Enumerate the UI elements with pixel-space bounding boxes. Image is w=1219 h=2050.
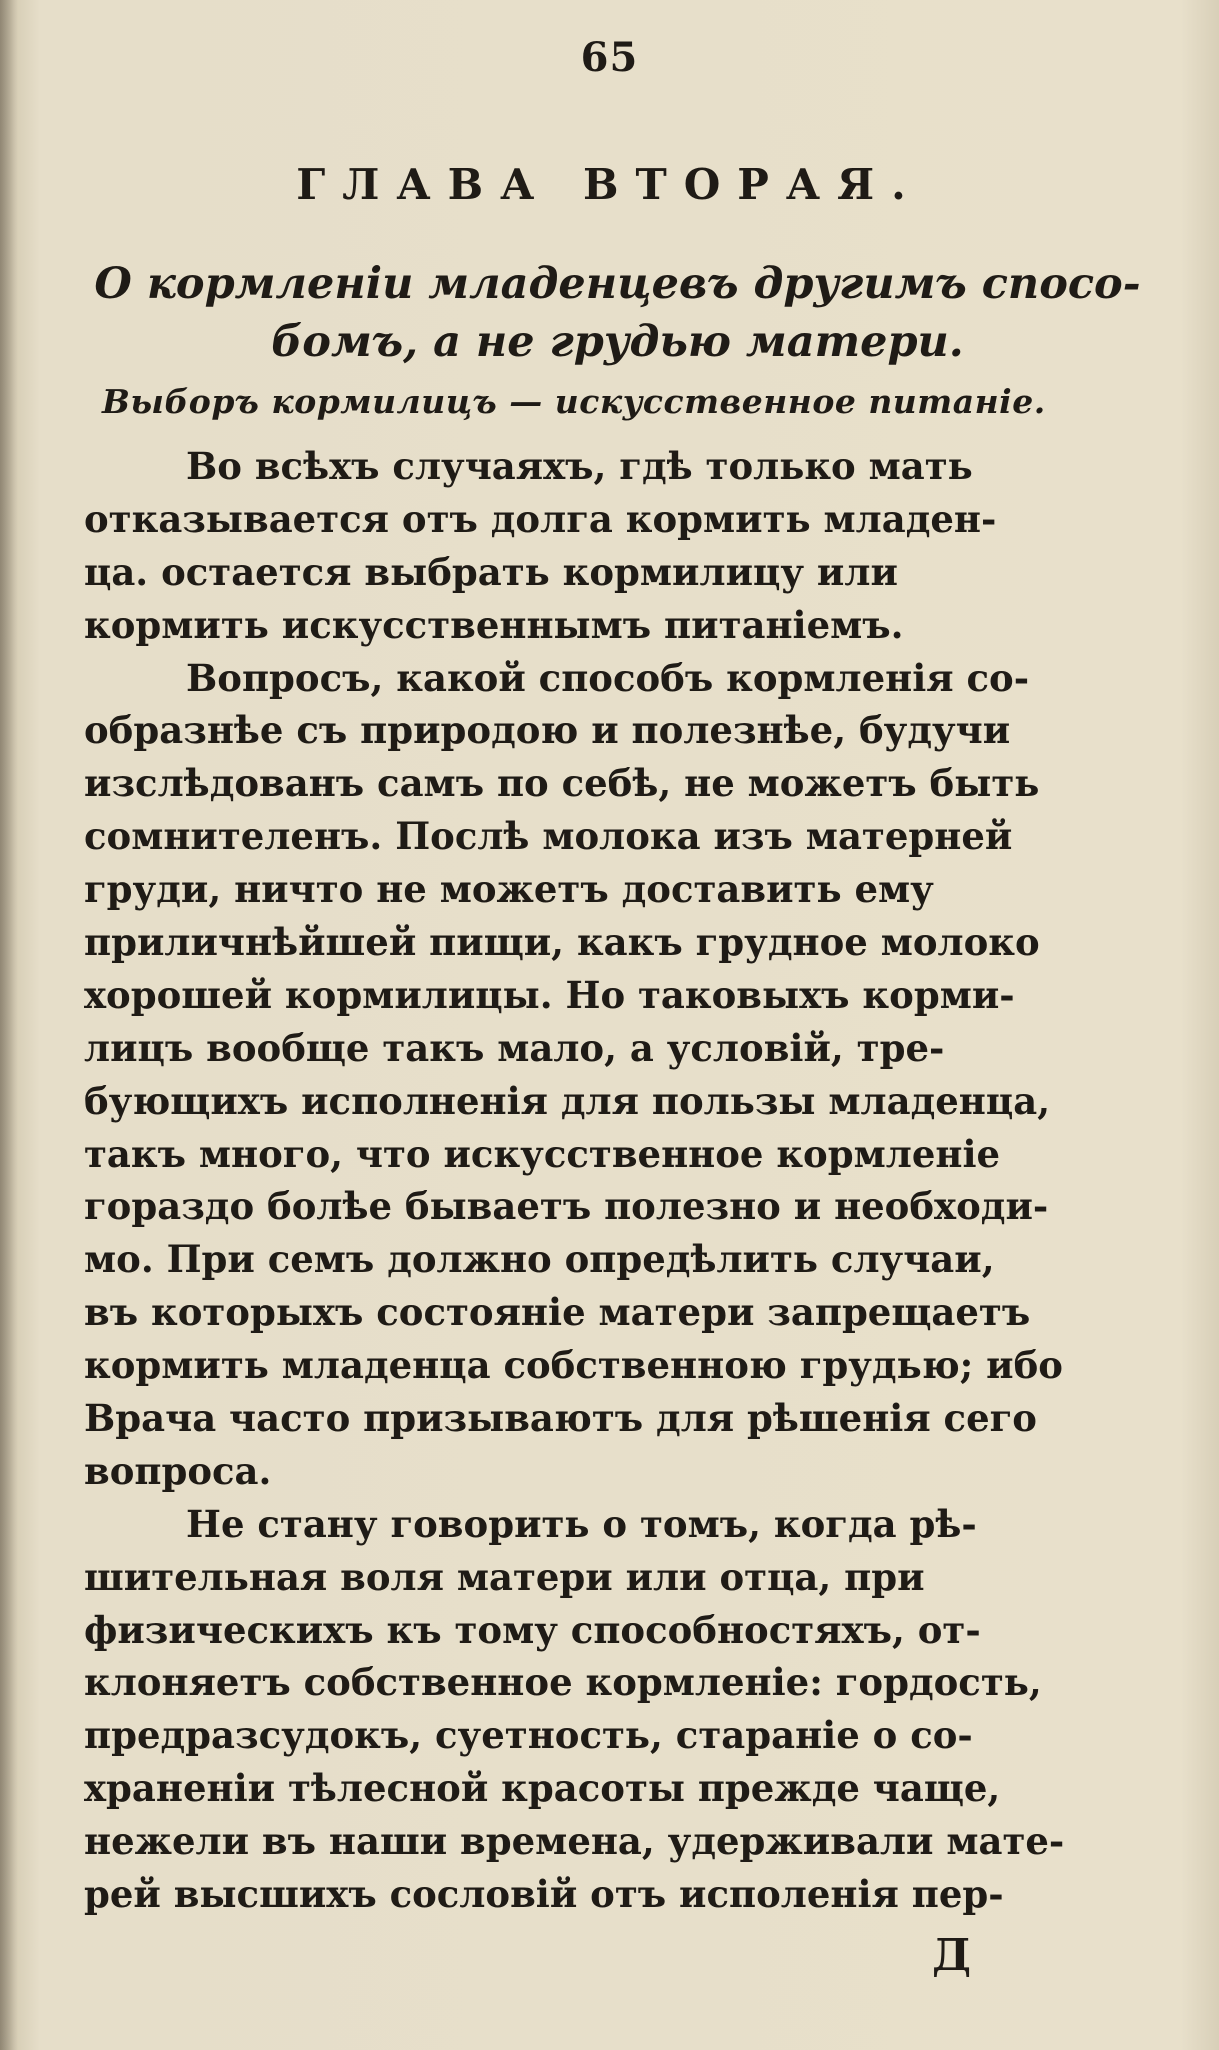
text-line: шительная воля матери или отца, при <box>84 1554 925 1599</box>
text-line: отказывается отъ долга кормить младен- <box>84 496 997 541</box>
text-line: такъ много, что искусственное кормленіе <box>84 1131 1001 1176</box>
subtitle-line: бомъ, а не грудью матери. <box>271 317 964 367</box>
text-line: Не стану говорить о томъ, когда рѣ- <box>186 1501 977 1546</box>
text-line: кормить искусственнымъ питаніемъ. <box>84 602 904 647</box>
text-line: кормить младенца собственною грудью; ибо <box>84 1343 1063 1388</box>
text-line: изслѣдованъ самъ по себѣ, не можетъ быть <box>84 761 1040 806</box>
text-line: Врача часто призываютъ для рѣшенія сего <box>84 1396 1037 1441</box>
text-line: вопроса. <box>84 1448 272 1493</box>
chapter-subtitle <box>80 255 1155 371</box>
text-line: приличнѣйшей пищи, какъ грудное молоко <box>84 920 1040 965</box>
text-line: храненіи тѣлесной красоты прежде чаще, <box>84 1766 1001 1811</box>
text-line: въ которыхъ состояніе матери запрещаетъ <box>84 1290 1031 1335</box>
binding-shadow <box>0 0 18 2050</box>
signature-mark: Д <box>932 1930 972 1981</box>
text-line: образнѣе съ природою и полезнѣе, будучи <box>84 708 1011 753</box>
text-line: груди, ничто не можетъ доставить ему <box>84 867 934 912</box>
chapter-title: ГЛАВА ВТОРАЯ. <box>296 160 923 209</box>
text-line: Вопросъ, какой способъ кормленія со- <box>186 655 1030 700</box>
section-heading: Выборъ кормилицъ — искусственное питаніе. <box>102 382 1046 421</box>
text-line: физическихъ къ тому способностяхъ, от- <box>84 1607 981 1652</box>
text-line: ца. остается выбрать кормилицу или <box>84 549 898 594</box>
text-line: рей высшихъ сословій отъ исполенія пер- <box>84 1872 1004 1917</box>
subtitle-line: О кормленіи младенцевъ другимъ спосо- <box>94 259 1141 309</box>
text-line: хорошей кормилицы. Но таковыхъ корми- <box>84 972 1015 1017</box>
text-line: клоняетъ собственное кормленіе: гордость, <box>84 1660 1042 1705</box>
text-line: мо. При семъ должно опредѣлить случаи, <box>84 1237 995 1282</box>
text-line: гораздо болѣе бываетъ полезно и необходи- <box>84 1184 1049 1229</box>
body-text <box>84 440 1159 1921</box>
text-line: предразсудокъ, суетность, стараніе о со- <box>84 1713 973 1758</box>
text-line: Во всѣхъ случаяхъ, гдѣ только мать <box>186 444 973 488</box>
text-line: бующихъ исполненія для пользы младенца, <box>84 1078 1051 1123</box>
text-line: нежели въ наши времена, удерживали мате- <box>84 1819 1065 1864</box>
text-line: сомнителенъ. Послѣ молока изъ матерней <box>84 814 1013 859</box>
page-number: 65 <box>580 34 639 81</box>
text-line: лицъ вообще такъ мало, а условій, тре- <box>84 1025 945 1070</box>
